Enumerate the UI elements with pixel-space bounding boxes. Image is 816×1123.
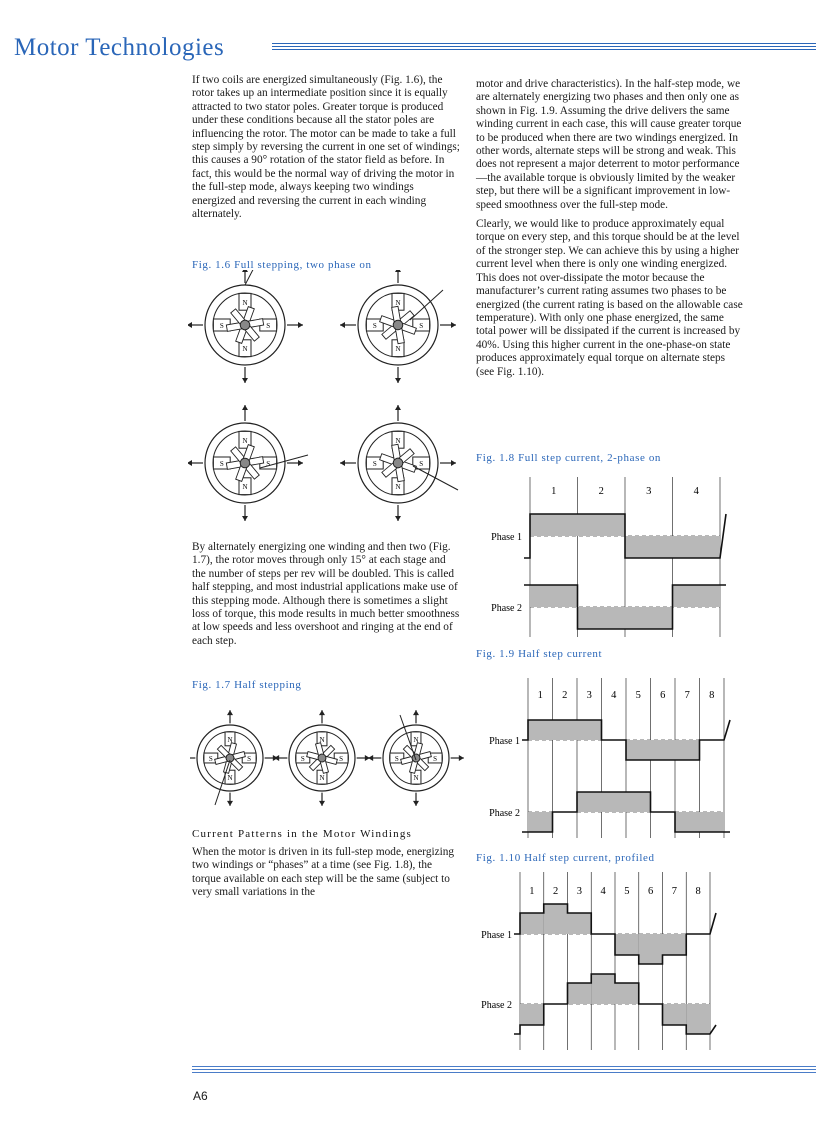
current-fill [625,607,673,629]
step-number: 4 [600,886,606,897]
step-number: 5 [624,886,630,897]
current-fill [530,514,578,536]
pole-label: N [242,345,248,354]
arrow-head [319,801,325,806]
step-number: 1 [537,690,543,701]
stepper-motor [190,710,278,806]
arrow-head [274,755,279,761]
step-number: 6 [660,690,666,701]
current-fill [553,720,578,740]
arrow-head [451,322,456,328]
current-fill [577,792,602,812]
section-subheading: Current Patterns in the Motor Windings [192,828,413,840]
arrow-head [298,322,303,328]
phase-label: Phase 1 [481,930,512,941]
arrow-head [451,460,456,466]
stepper-motor [340,405,456,521]
current-fill [615,934,639,955]
fig-1-9-caption: Fig. 1.9 Half step current [476,648,603,660]
arrow-head [188,460,192,466]
arrow-head [242,516,248,521]
current-fill [530,585,578,607]
pole-label: S [300,755,305,763]
fig-1-7-diagram [190,700,470,815]
arrow-head [242,378,248,383]
stepper-motor [188,270,303,383]
arrow-head [413,801,419,806]
left-para-1 [192,74,460,227]
step-number: 3 [586,690,592,701]
footer-rule [192,1066,816,1075]
pole-label: N [242,298,248,307]
fig-1-8-chart [470,472,770,642]
pole-label: N [413,735,419,744]
fig-1-6-caption: Fig. 1.6 Full stepping, two phase on [192,259,372,271]
fig-1-7-caption: Fig. 1.7 Half stepping [192,679,302,691]
pole-label: S [208,755,213,763]
step-number: 4 [611,690,617,701]
arrow-head [227,710,233,715]
paragraph-text: When the motor is driven in its full-step mode, energizing two windings or “phases” at a time (see Fig. 1.8), the torque available on each step will be the same (subject to very small variations in the [192,846,455,899]
current-fill [700,812,725,832]
current-fill [528,812,553,832]
paragraph-text: By alternately energizing one winding and then two (Fig. 1.7), the rotor moves through only 15° at each stage and the number of steps per rev will be doubled. This is called half stepping, and most industrial applications make use of this stepping mode. Although there is sometimes a slight loss of torque, this mode results in much better smoothness at low speeds and less overshoot and ringing at the end of each step. [192,541,460,647]
current-fill [626,792,651,812]
current-fill [577,720,602,740]
step-number: 8 [695,886,701,897]
step-number: 2 [553,886,559,897]
pole-label: S [219,322,224,330]
left-para-2 [192,541,460,654]
left-para-3 [192,846,460,906]
step-number: 6 [648,886,654,897]
current-fill [520,1004,544,1025]
page-title: Motor Technologies [14,34,225,61]
fig-1-9-chart [470,678,770,838]
step-number: 3 [576,886,582,897]
pole-label: S [433,755,438,763]
stepper-motor [368,710,464,806]
pole-label: S [266,322,271,330]
step-number: 4 [693,486,699,497]
current-fill [675,740,700,760]
step-number: 7 [671,886,677,897]
current-fill [686,1004,710,1034]
pole-label: N [395,298,401,307]
pole-label: S [419,322,424,330]
current-fill [625,536,673,558]
pole-label: N [395,483,401,492]
step-number: 2 [562,690,568,701]
arrow-head [395,516,401,521]
current-fill [591,974,615,1004]
stepper-motor [274,710,370,806]
page-number: A6 [193,1089,208,1103]
phase-label: Phase 2 [489,808,520,819]
title-rule [272,43,816,52]
paragraph-text: If two coils are energized simultaneously (Fig. 1.6), the rotor takes up an intermediate position since it is equally attracted to two stator poles. Greater torque is produced under these conditions because all the stator poles are influencing the rotor. The motor can be made to take a full step simply by reversing the current in one set of windings; this causes a 90° rotation of the stator field as before. In fact, this would be the normal way of driving the motor in the full-step mode, always keeping two windings energized and reversing the current in each winding alternately. [192,74,460,221]
current-fill [578,607,626,629]
current-fill [568,913,592,934]
paragraph-text: Clearly, we would like to produce approximately equal torque on every step, and this torque should be at the level of the stronger step. We can achieve this by using a higher current level when there is only one winding energized. This does not over-dissipate the motor because the manufacturer’s current rating assumes two phases to be energized (the current rating is based on the allowable case temperature). With only one phase energized, the same total power will be dissipated if the current is increased by 40%. Using this higher current in the one-phase-on state produces approximately equal torque on alternate steps (see Fig. 1.10). [476,218,743,378]
arrow-head [340,322,345,328]
step-number: 2 [598,486,604,497]
current-fill [651,740,676,760]
arrow-head [395,270,401,272]
arrow-head [340,460,345,466]
pole-label: N [319,735,325,744]
pole-label: N [395,345,401,354]
pole-label: N [242,436,248,445]
step-number: 7 [684,690,690,701]
current-fill [615,983,639,1004]
phase-label: Phase 1 [489,736,520,747]
pole-label: S [266,460,271,468]
current-fill [602,792,627,812]
current-fill [639,934,663,964]
phase-label: Phase 2 [491,603,522,614]
pole-label: N [413,774,419,783]
current-fill [673,585,721,607]
step-number: 5 [635,690,641,701]
current-fill [663,1004,687,1025]
current-fill [673,536,721,558]
arrow-head [319,710,325,715]
current-fill [528,720,553,740]
stepper-motor [188,405,303,521]
current-fill [663,934,687,955]
arrow-head [368,755,373,761]
arrow-head [227,801,233,806]
pointer-line [245,270,258,285]
current-fill [520,913,544,934]
fig-1-8-caption: Fig. 1.8 Full step current, 2-phase on [476,452,662,464]
pole-label: S [372,460,377,468]
step-number: 3 [646,486,652,497]
arrow-head [413,710,419,715]
pole-label: S [394,755,399,763]
arrow-head [242,270,248,272]
current-fill [544,904,568,934]
pole-label: S [219,460,224,468]
current-fill [626,740,651,760]
pole-label: S [247,755,252,763]
step-number: 8 [709,690,715,701]
pole-label: N [395,436,401,445]
pole-label: N [227,774,233,783]
arrow-head [188,322,192,328]
pole-label: N [227,735,233,744]
phase-label: Phase 2 [481,1000,512,1011]
step-number: 1 [529,886,535,897]
step-number: 1 [551,486,557,497]
arrow-head [242,405,248,410]
arrow-head [395,378,401,383]
pole-label: N [319,774,325,783]
pole-label: N [242,483,248,492]
current-fill [568,983,592,1004]
stepper-motor [340,270,456,383]
fig-1-6-diagram [188,270,468,525]
current-fill [675,812,700,832]
fig-1-10-caption: Fig. 1.10 Half step current, profiled [476,852,655,864]
paragraph-text: motor and drive characteristics). In the half-step mode, we are alternately energizing two phases and then only one as shown in Fig. 1.9. Assuming the drive delivers the same winding current in each case, this will cause greater torque to be produced when there are two windings energized. In other words, alternate steps will be strong and weak. This does not represent a major deterrent to motor performance—the available torque is obviously limited by the weaker step, but there will be a significant improvement in low-speed smoothness over the full-step mode. [476,78,742,211]
arrow-head [395,405,401,410]
fig-1-10-chart [470,872,770,1052]
right-para-1 [476,78,744,385]
current-fill [578,514,626,536]
arrow-head [298,460,303,466]
pole-label: S [372,322,377,330]
pole-label: S [339,755,344,763]
pole-label: S [419,460,424,468]
phase-label: Phase 1 [491,532,522,543]
arrow-head [459,755,464,761]
